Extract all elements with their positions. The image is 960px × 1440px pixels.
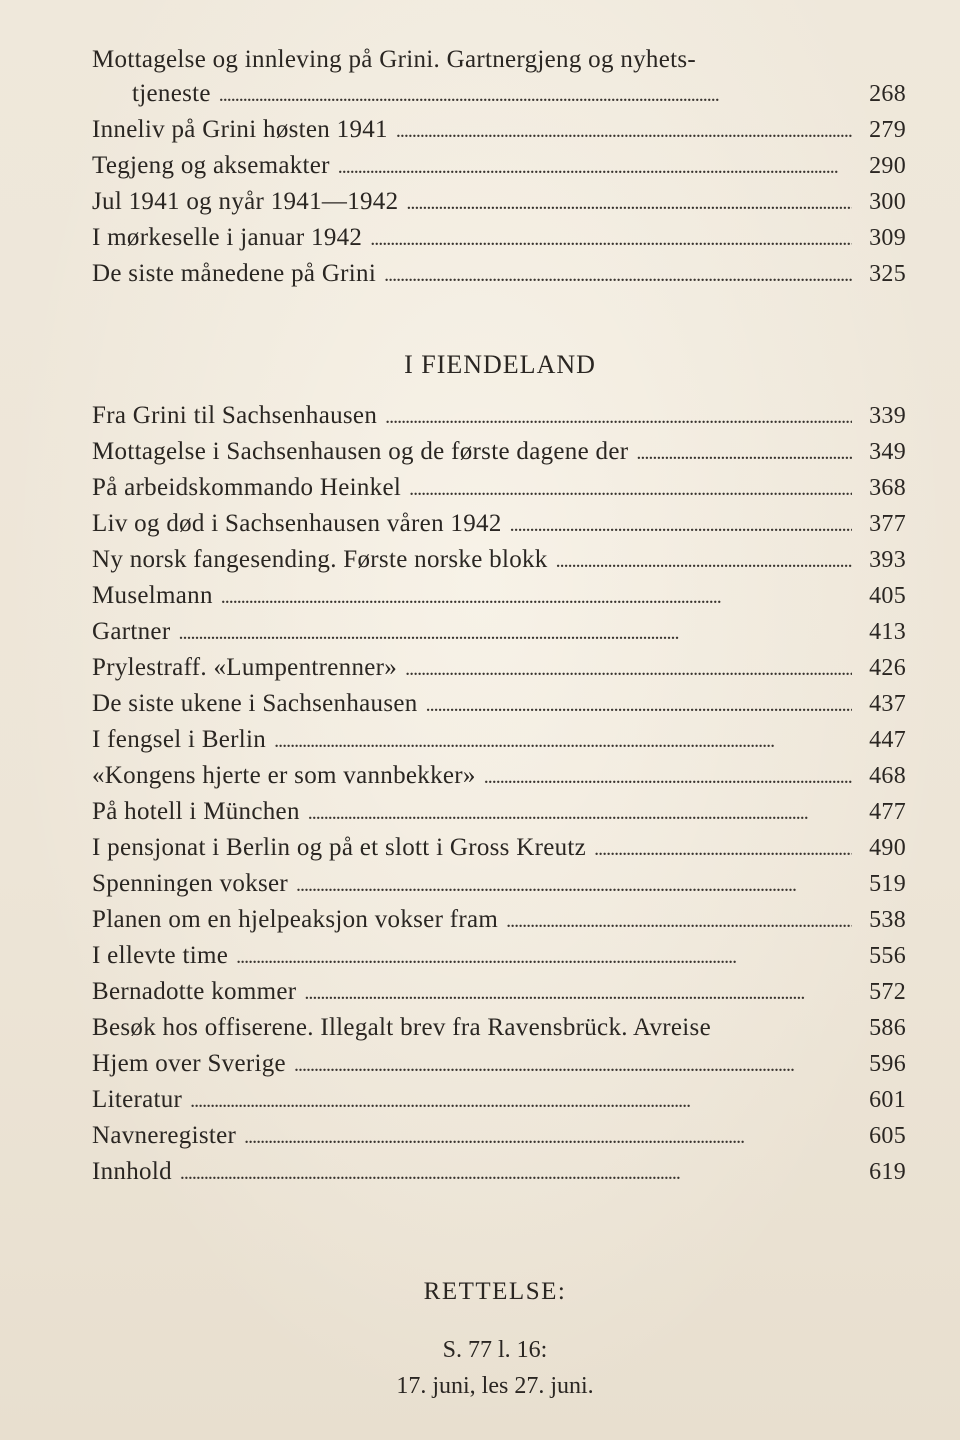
dot-leader: [405, 651, 852, 687]
toc-entry-page-number: 426: [869, 655, 906, 681]
toc-entry: [92, 398, 906, 434]
dot-leader: [180, 1155, 852, 1191]
toc-entry: [92, 830, 906, 866]
toc-entry: [92, 1082, 906, 1118]
dot-leader: [406, 185, 852, 221]
toc-entry-page-number: 605: [869, 1123, 906, 1149]
toc-entry: [92, 42, 906, 76]
dot-leader: [338, 149, 852, 185]
toc-entry-title: De siste månedene på Grini: [92, 260, 377, 287]
toc-entry-page-number: 393: [869, 547, 906, 573]
toc-entry: [92, 614, 906, 650]
errata-heading: RETTELSE:: [423, 1278, 567, 1305]
dot-leader: [594, 831, 852, 867]
toc-entry: [92, 542, 906, 578]
dot-leader: [296, 867, 852, 903]
toc-entry: [92, 974, 906, 1010]
dot-leader: [190, 1083, 852, 1119]
toc-entry-title: tjeneste: [132, 80, 211, 107]
section-heading: I FIENDELAND: [404, 350, 596, 379]
toc-entry-page-number: 339: [869, 403, 906, 429]
toc-entry-title: Navneregister: [92, 1122, 237, 1149]
toc-entry: [92, 76, 906, 112]
toc-entry: [92, 1010, 906, 1046]
dot-leader: [484, 759, 852, 795]
toc-entry: [92, 506, 906, 542]
toc-entry: [92, 220, 906, 256]
toc-entry-page-number: 538: [869, 907, 906, 933]
dot-leader: [506, 903, 852, 939]
toc-part-1: [92, 42, 906, 292]
toc-entry-page-number: 413: [869, 619, 906, 645]
toc-entry-title: Literatur: [92, 1086, 183, 1113]
toc-entry-title: Bernadotte kommer: [92, 978, 297, 1005]
toc-entry-page-number: 477: [869, 799, 906, 825]
toc-entry-page-number: 556: [869, 943, 906, 969]
toc-entry: [92, 866, 906, 902]
dot-leader: [636, 435, 852, 471]
toc-entry-page-number: 325: [869, 261, 906, 287]
toc-entry-page-number: 619: [869, 1159, 906, 1185]
toc-entry-title: Besøk hos offiserene. Illegalt brev fra Ravensbrück. Avreise: [92, 1014, 711, 1041]
toc-entry: [92, 1154, 906, 1190]
dot-leader: [236, 939, 852, 975]
toc-entry-title: Fra Grini til Sachsenhausen: [92, 402, 378, 429]
toc-entry-title: I mørkeselle i januar 1942: [92, 224, 363, 251]
toc-entry-page-number: 279: [869, 117, 906, 143]
toc-entry-title: De siste ukene i Sachsenhausen: [92, 690, 418, 717]
toc-entry: [92, 578, 906, 614]
dot-leader: [409, 471, 852, 507]
toc-entry: [92, 686, 906, 722]
toc-entry-page-number: 447: [869, 727, 906, 753]
toc-entry-title: Innhold: [92, 1158, 172, 1185]
toc-entry-title: I ellevte time: [92, 942, 229, 969]
errata: [0, 1278, 960, 1404]
toc-entry-page-number: 405: [869, 583, 906, 609]
toc-entry: [92, 722, 906, 758]
dot-leader: [304, 975, 852, 1011]
toc-entry: [92, 148, 906, 184]
toc-entry-page-number: 519: [869, 871, 906, 897]
errata-reference: S. 77 l. 16:: [442, 1337, 548, 1363]
toc-entry-title: «Kongens hjerte er som vannbekker»: [92, 762, 476, 789]
toc-entry-page-number: 368: [869, 475, 906, 501]
toc-entry: [92, 256, 906, 292]
toc-entry: [92, 112, 906, 148]
toc-entry-page-number: 572: [869, 979, 906, 1005]
toc-entry-page-number: 601: [869, 1087, 906, 1113]
toc-entry-title: Ny norsk fangesending. Første norske blokk: [92, 546, 548, 573]
toc-entry-title: Jul 1941 og nyår 1941—1942: [92, 188, 399, 215]
toc-entry-title: I pensjonat i Berlin og på et slott i Gross Kreutz: [92, 834, 587, 861]
toc-entry-page-number: 596: [869, 1051, 906, 1077]
toc-entry-page-number: 349: [869, 439, 906, 465]
dot-leader: [274, 723, 852, 759]
toc-entry-page-number: 377: [869, 511, 906, 537]
toc-part-2: [92, 398, 906, 1190]
toc-entry: [92, 1118, 906, 1154]
toc-entry-title: Gartner: [92, 618, 171, 645]
dot-leader: [308, 795, 852, 831]
toc-entry-page-number: 586: [869, 1015, 906, 1041]
errata-correction: 17. juni, les 27. juni.: [396, 1373, 594, 1399]
toc-entry: [92, 794, 906, 830]
toc-entry-page-number: 300: [869, 189, 906, 215]
dot-leader: [556, 543, 852, 579]
toc-entry-title: På hotell i München: [92, 798, 300, 825]
dot-leader: [244, 1119, 852, 1155]
toc-entry-title: I fengsel i Berlin: [92, 726, 267, 753]
toc-entry-page-number: 437: [869, 691, 906, 717]
toc-entry: [92, 650, 906, 686]
toc-entry-title: Mottagelse og innleving på Grini. Gartnergjeng og nyhets-: [92, 46, 697, 73]
toc-entry-page-number: 309: [869, 225, 906, 251]
toc-entry: [92, 938, 906, 974]
toc-entry-title: Inneliv på Grini høsten 1941: [92, 116, 388, 143]
dot-leader: [370, 221, 852, 257]
toc-entry-title: Liv og død i Sachsenhausen våren 1942: [92, 510, 502, 537]
toc-entry-title: Tegjeng og aksemakter: [92, 152, 330, 179]
dot-leader: [426, 687, 852, 723]
dot-leader: [221, 579, 852, 615]
dot-leader: [384, 257, 852, 293]
toc-entry: [92, 184, 906, 220]
dot-leader: [294, 1047, 852, 1083]
toc-entry-page-number: 468: [869, 763, 906, 789]
dot-leader: [385, 399, 852, 435]
dot-leader: [396, 113, 852, 149]
toc-entry-title: Prylestraff. «Lumpentrenner»: [92, 654, 398, 681]
toc-entry-title: Mottagelse i Sachsenhausen og de første dagene der: [92, 438, 629, 465]
toc-entry: [92, 434, 906, 470]
toc-entry-page-number: 290: [869, 153, 906, 179]
toc-entry: [92, 1046, 906, 1082]
toc-entry-title: På arbeidskommando Heinkel: [92, 474, 402, 501]
toc-entry-title: Planen om en hjelpeaksjon vokser fram: [92, 906, 499, 933]
dot-leader: [178, 615, 852, 651]
toc-entry-title: Spenningen vokser: [92, 870, 289, 897]
dot-leader: [219, 77, 852, 113]
toc-entry-title: Hjem over Sverige: [92, 1050, 286, 1077]
dot-leader: [510, 507, 852, 543]
toc-entry-page-number: 490: [869, 835, 906, 861]
toc-entry: [92, 758, 906, 794]
toc-entry-title: Muselmann: [92, 582, 213, 609]
toc-entry: [92, 470, 906, 506]
toc-entry-page-number: 268: [869, 81, 906, 107]
toc-entry: [92, 902, 906, 938]
